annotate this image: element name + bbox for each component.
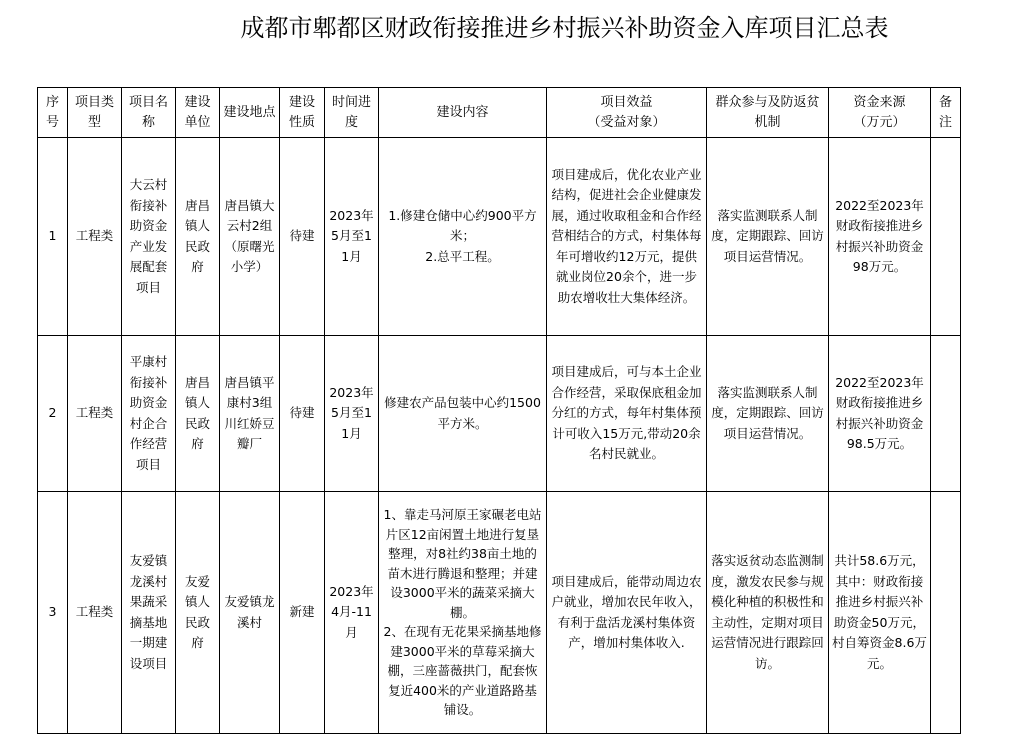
- header-benefit: [547, 88, 707, 138]
- cell-benefit: 项目建成后，优化农业产业结构，促进社会企业健康发展，通过收取租金和合作经营相结合的方式，村集体每年可增收约12万元，提供就业岗位20余个，进一步助农增收壮大集体经济。: [547, 138, 707, 336]
- header-remark: 备注: [931, 88, 961, 138]
- cell-content: [379, 492, 547, 734]
- header-name: 项目名称: [122, 88, 176, 138]
- cell-benefit: 项目建成后，可与本土企业合作经营，采取保底租金加分红的方式，每年村集体预计可收入15万元,带动20余名村民就业。: [547, 336, 707, 492]
- cell-location: 唐昌镇平康村3组川红娇豆瓣厂: [220, 336, 280, 492]
- header-mass: 群众参与及防返贫机制: [707, 88, 829, 138]
- table-row: [38, 492, 961, 734]
- cell-fund: 共计58.6万元，其中：财政衔接推进乡村振兴补助资金50万元，村自筹资金8.6万元。: [829, 492, 931, 734]
- cell-seq: 3: [38, 492, 68, 734]
- cell-mass: 落实返贫动态监测制度，激发农民参与规模化种植的积极性和主动性，定期对项目运营情况进行跟踪回访。: [707, 492, 829, 734]
- cell-nature: 新建: [280, 492, 325, 734]
- cell-mass: 落实监测联系人制度，定期跟踪、回访项目运营情况。: [707, 138, 829, 336]
- cell-name: 平康村衔接补助资金村企合作经营项目: [122, 336, 176, 492]
- content-line: 1.修建仓储中心约900平方米；: [388, 207, 537, 244]
- cell-remark: [931, 492, 961, 734]
- cell-nature: 待建: [280, 336, 325, 492]
- cell-unit: 友爱镇人民政府: [176, 492, 220, 734]
- header-benefit-line2: （受益对象）: [587, 114, 666, 130]
- header-location: 建设地点: [220, 88, 280, 138]
- header-fund-line1: 资金来源: [853, 94, 906, 110]
- cell-type: 工程类: [68, 138, 122, 336]
- cell-seq: 1: [38, 138, 68, 336]
- table-row: [38, 138, 961, 336]
- header-fund-line2: （万元）: [853, 114, 906, 130]
- header-nature: 建设性质: [280, 88, 325, 138]
- header-schedule: 时间进度: [325, 88, 379, 138]
- cell-mass: 落实监测联系人制度，定期跟踪、回访项目运营情况。: [707, 336, 829, 492]
- cell-name: 大云村衔接补助资金产业发展配套项目: [122, 138, 176, 336]
- cell-content: [379, 138, 547, 336]
- cell-schedule: 2023年5月至11月: [325, 336, 379, 492]
- page-title-text: 成都市郫都区财政衔接推进乡村振兴补助资金入库项目汇总表: [240, 14, 889, 42]
- content-line: 2.总平工程。: [425, 248, 500, 264]
- cell-type: 工程类: [68, 336, 122, 492]
- cell-seq: 2: [38, 336, 68, 492]
- cell-remark: [931, 138, 961, 336]
- cell-type: 工程类: [68, 492, 122, 734]
- content-line: 修建农产品包装中心约1500平方米。: [384, 395, 541, 431]
- cell-location: 唐昌镇大云村2组（原曙光小学）: [220, 138, 280, 336]
- cell-name: 友爱镇龙溪村果蔬采摘基地一期建设项目: [122, 492, 176, 734]
- header-content: 建设内容: [379, 88, 547, 138]
- cell-unit: 唐昌镇人民政府: [176, 336, 220, 492]
- cell-unit: 唐昌镇人民政府: [176, 138, 220, 336]
- cell-fund: 2022至2023年财政衔接推进乡村振兴补助资金98万元。: [829, 138, 931, 336]
- project-summary-table: [37, 87, 961, 734]
- cell-benefit: 项目建成后，能带动周边农户就业，增加农民年收入，有利于盘活龙溪村集体资产，增加村集体收入.: [547, 492, 707, 734]
- header-row: [38, 88, 961, 138]
- header-fund: [829, 88, 931, 138]
- table-row: [38, 336, 961, 492]
- content-line: 1、靠走马河原王家碾老电站片区12亩闲置土地进行复垦整理，对8社约38亩土地的苗木进行腾退和整理；并建设3000平米的蔬菜采摘大棚。: [383, 507, 542, 620]
- cell-remark: [931, 336, 961, 492]
- cell-location: 友爱镇龙溪村: [220, 492, 280, 734]
- header-benefit-line1: 项目效益: [600, 94, 653, 110]
- cell-schedule: 2023年5月至11月: [325, 138, 379, 336]
- content-line: 2、在现有无花果采摘基地修建3000平米的草莓采摘大棚，三座蔷薇拱门，配套恢复近400米的产业道路路基铺设。: [383, 624, 542, 718]
- cell-fund: 2022至2023年财政衔接推进乡村振兴补助资金98.5万元。: [829, 336, 931, 492]
- page-title: [0, 10, 1029, 46]
- header-type: 项目类型: [68, 88, 122, 138]
- cell-schedule: 2023年4月-11月: [325, 492, 379, 734]
- cell-nature: 待建: [280, 138, 325, 336]
- cell-content: [379, 336, 547, 492]
- header-seq: 序号: [38, 88, 68, 138]
- header-unit: 建设单位: [176, 88, 220, 138]
